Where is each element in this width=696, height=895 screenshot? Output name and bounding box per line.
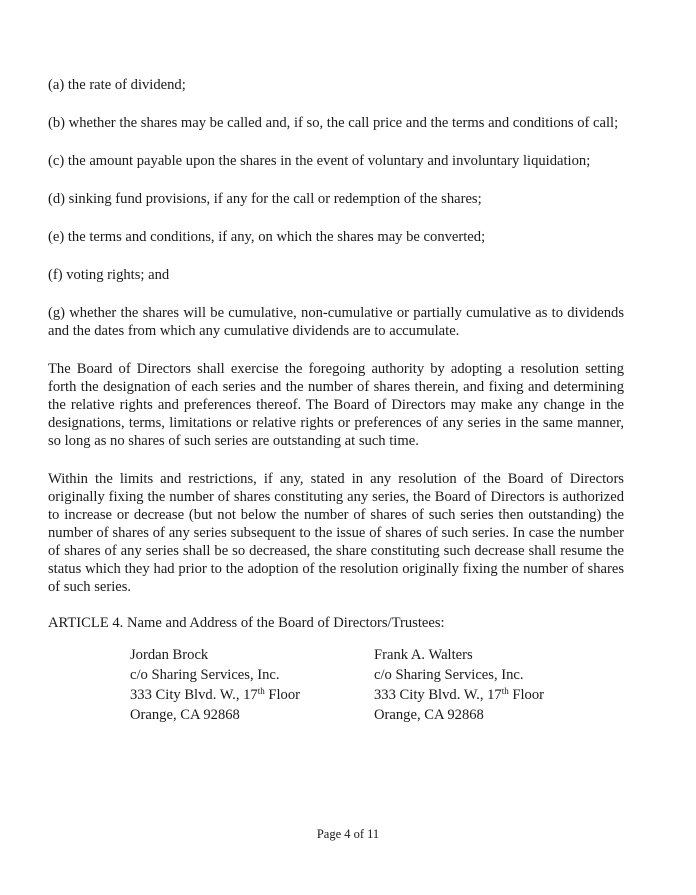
director-name: Frank A. Walters — [374, 647, 473, 663]
item-d: (d) sinking fund provisions, if any for the call or redemption of the shares; — [48, 191, 482, 207]
director-floor-text: Floor — [264, 687, 301, 703]
director-street-text: 333 City Blvd. W., 17 — [374, 687, 502, 703]
ordinal-suffix: th — [501, 686, 509, 696]
limits-paragraph: Within the limits and restrictions, if any, stated in any resolution of the Board of Directors originally fixing the number of shares constituting any series, the Board of Directors is authorized to increase or decrease (but not below the number of shares of such series then outstanding) the number of shares of any series subsequent to the issue of shares of such series. In case the number of shares of any series shall be so decreased, the share constituting such decrease shall resume the status which they had prior to the adoption of the resolution originally fixing the number of shares of such series. — [48, 471, 624, 595]
item-c: (c) the amount payable upon the shares in the event of voluntary and involuntary liquidation; — [48, 153, 591, 169]
director-care-of: c/o Sharing Services, Inc. — [130, 667, 280, 683]
director-2 — [374, 645, 618, 725]
page-number: Page 4 of 11 — [316, 827, 380, 841]
director-floor-text: Floor — [508, 687, 545, 703]
item-a: (a) the rate of dividend; — [48, 77, 186, 93]
director-1 — [130, 645, 374, 725]
item-e: (e) the terms and conditions, if any, on which the shares may be converted; — [48, 229, 486, 245]
director-name: Jordan Brock — [130, 647, 209, 663]
directors-list — [48, 645, 624, 725]
director-street-text: 333 City Blvd. W., 17 — [130, 687, 258, 703]
item-b: (b) whether the shares may be called and, if so, the call price and the terms and conditions of call; — [48, 115, 619, 131]
board-authority-paragraph: The Board of Directors shall exercise the foregoing authority by adopting a resolution setting forth the designation of each series and the number of shares therein, and fixing and determining the relative rights and preferences thereof. The Board of Directors may make any change in the designations, terms, limitations or relative rights or preferences of any series in the same manner, so long as no shares of such series are outstanding at such time. — [48, 361, 624, 449]
document-body — [48, 76, 624, 725]
director-care-of: c/o Sharing Services, Inc. — [374, 667, 524, 683]
item-f: (f) voting rights; and — [48, 267, 170, 283]
director-city: Orange, CA 92868 — [374, 707, 484, 723]
director-street — [374, 685, 618, 705]
director-city: Orange, CA 92868 — [130, 707, 240, 723]
item-g: (g) whether the shares will be cumulative, non-cumulative or partially cumulative as to dividends and the dates from which any cumulative dividends are to accumulate. — [48, 305, 624, 339]
article-4-heading: ARTICLE 4. Name and Address of the Board of Directors/Trustees: — [48, 615, 445, 631]
ordinal-suffix: th — [257, 686, 265, 696]
director-street — [130, 685, 374, 705]
